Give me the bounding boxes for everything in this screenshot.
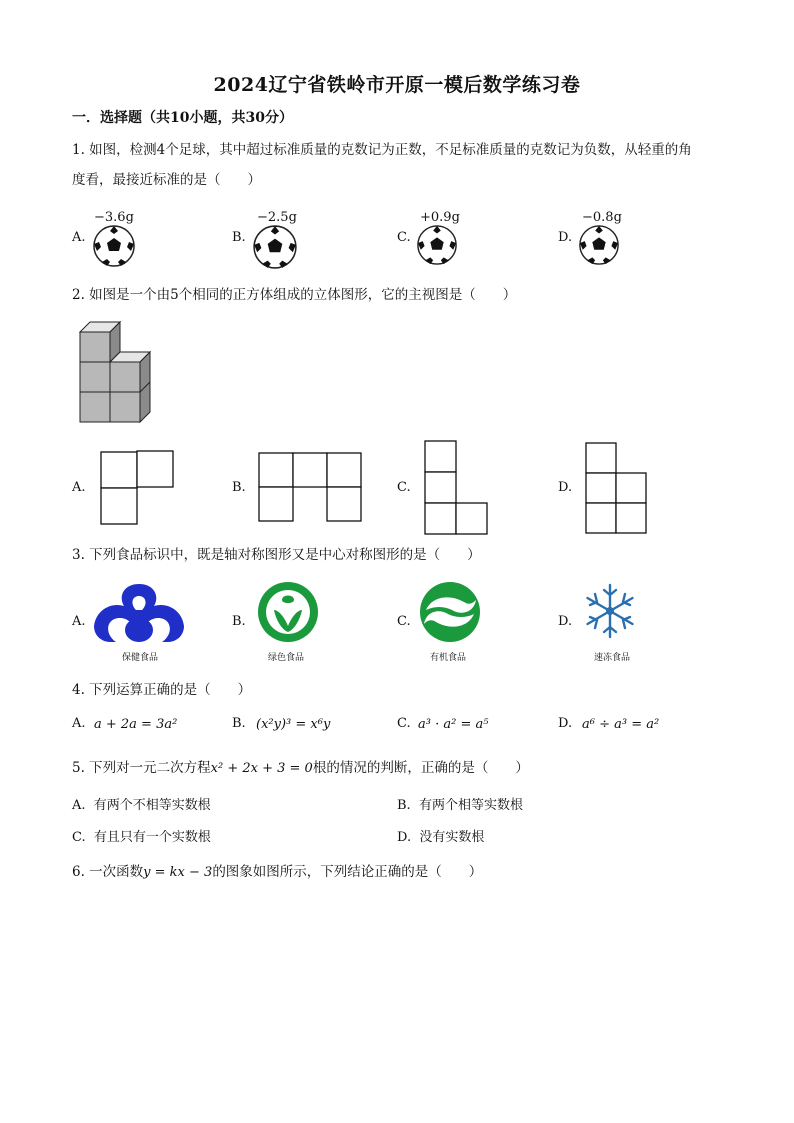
q5-option-b[interactable]: [397, 794, 523, 813]
q3-option-d-letter[interactable]: D.: [558, 614, 573, 629]
q5-option-d[interactable]: [397, 826, 484, 845]
q3-option-c-caption: 有机食品: [430, 653, 467, 663]
q4-option-b-expr: (x²y)³ = x⁶y: [256, 717, 331, 732]
q4-option-c-letter[interactable]: C.: [397, 716, 411, 731]
cube-stack-figure: [78, 320, 158, 426]
organic-food-logo-icon: [418, 580, 482, 644]
q1-option-d-letter[interactable]: D.: [558, 230, 573, 245]
q5-option-d-letter: D.: [397, 830, 412, 845]
q5-prefix: 5. 下列对一元二次方程: [72, 760, 211, 776]
q2-option-b-figure: [258, 452, 364, 524]
q1-option-a-value: −3.6g: [94, 210, 134, 225]
q5-equation: x² + 2x + 3 = 0: [210, 761, 313, 776]
q2-options: [72, 440, 722, 530]
q3-option-b-letter[interactable]: B.: [232, 614, 246, 629]
q6-equation: y = kx − 3: [143, 865, 213, 880]
q2-option-d-letter[interactable]: D.: [558, 480, 573, 495]
q4-option-a-letter[interactable]: A.: [72, 716, 86, 731]
q4-text: 4. 下列运算正确的是（ ）: [72, 682, 252, 698]
q5-option-a-letter: A.: [72, 798, 86, 813]
q3-option-a-caption: 保健食品: [122, 653, 159, 663]
q5-option-a[interactable]: [72, 794, 211, 813]
q6-suffix: 的图象如图所示，下列结论正确的是（ ）: [212, 864, 483, 880]
q2-option-c-letter[interactable]: C.: [397, 480, 411, 495]
q5-option-b-text: 有两个相等实数根: [418, 798, 523, 813]
q2-option-b-letter[interactable]: B.: [232, 480, 246, 495]
q2-option-a-figure: [100, 450, 176, 526]
q2-option-a-letter[interactable]: A.: [72, 480, 86, 495]
q5-option-c-letter: C.: [72, 830, 86, 845]
q4-option-d-expr: a⁶ ÷ a³ = a²: [582, 717, 660, 732]
q4-option-d-letter[interactable]: D.: [558, 716, 573, 731]
q4-option-a-expr: a + 2a = 3a²: [94, 717, 178, 732]
q5-text: [72, 758, 529, 779]
q3-text: 3. 下列食品标识中，既是轴对称图形又是中心对称图形的是（ ）: [72, 547, 481, 563]
q3-option-c-letter[interactable]: C.: [397, 614, 411, 629]
q3-option-b-caption: 绿色食品: [268, 653, 305, 663]
q3-options: [72, 580, 722, 665]
q2-text: 2. 如图是一个由5个相同的正方体组成的立体图形，它的主视图是（ ）: [72, 287, 517, 303]
q5-option-b-letter: B.: [397, 798, 411, 813]
q1-option-b-letter[interactable]: B.: [232, 230, 246, 245]
q6-prefix: 6. 一次函数: [72, 864, 144, 880]
q5-option-c-text: 有且只有一个实数根: [93, 830, 211, 845]
q5-suffix: 根的情况的判断，正确的是（ ）: [312, 760, 529, 776]
q5-option-d-text: 没有实数根: [419, 830, 485, 845]
q5-options: [72, 794, 722, 850]
q3-option-d-caption: 速冻食品: [594, 653, 631, 663]
health-food-logo-icon: [92, 582, 186, 648]
q4-option-b-letter[interactable]: B.: [232, 716, 246, 731]
q4-options: [72, 716, 722, 740]
q1-option-c-letter[interactable]: C.: [397, 230, 411, 245]
page-title: 2024辽宁省铁岭市开原一模后数学练习卷: [213, 74, 581, 96]
soccer-ball-icon: [252, 224, 298, 270]
q1-option-d-value: −0.8g: [582, 210, 622, 225]
q1-option-a-letter[interactable]: A.: [72, 230, 86, 245]
green-food-logo-icon: [256, 580, 320, 644]
q1-option-b-value: −2.5g: [257, 210, 297, 225]
section-heading: 一．选择题（共10小题，共30分）: [72, 110, 293, 126]
q2-option-d-figure: [585, 442, 649, 534]
q1-text-line2: 度看，最接近标准的是（ ）: [72, 172, 261, 188]
q6-text: [72, 862, 482, 883]
soccer-ball-icon: [416, 224, 458, 266]
q2-option-c-figure: [424, 440, 490, 536]
q3-option-a-letter[interactable]: A.: [72, 614, 86, 629]
q1-option-c-value: +0.9g: [420, 210, 460, 225]
soccer-ball-icon: [92, 224, 136, 268]
q1-options: [72, 210, 722, 270]
q1-text-line1: 1. 如图，检测4个足球，其中超过标准质量的克数记为正数，不足标准质量的克数记为负数，从轻重的角: [72, 142, 692, 158]
q5-option-c[interactable]: [72, 826, 211, 845]
snowflake-logo-icon: [582, 582, 638, 640]
q5-option-a-text: 有两个不相等实数根: [93, 798, 211, 813]
q4-option-c-expr: a³ · a² = a⁵: [418, 717, 489, 732]
soccer-ball-icon: [578, 224, 620, 266]
